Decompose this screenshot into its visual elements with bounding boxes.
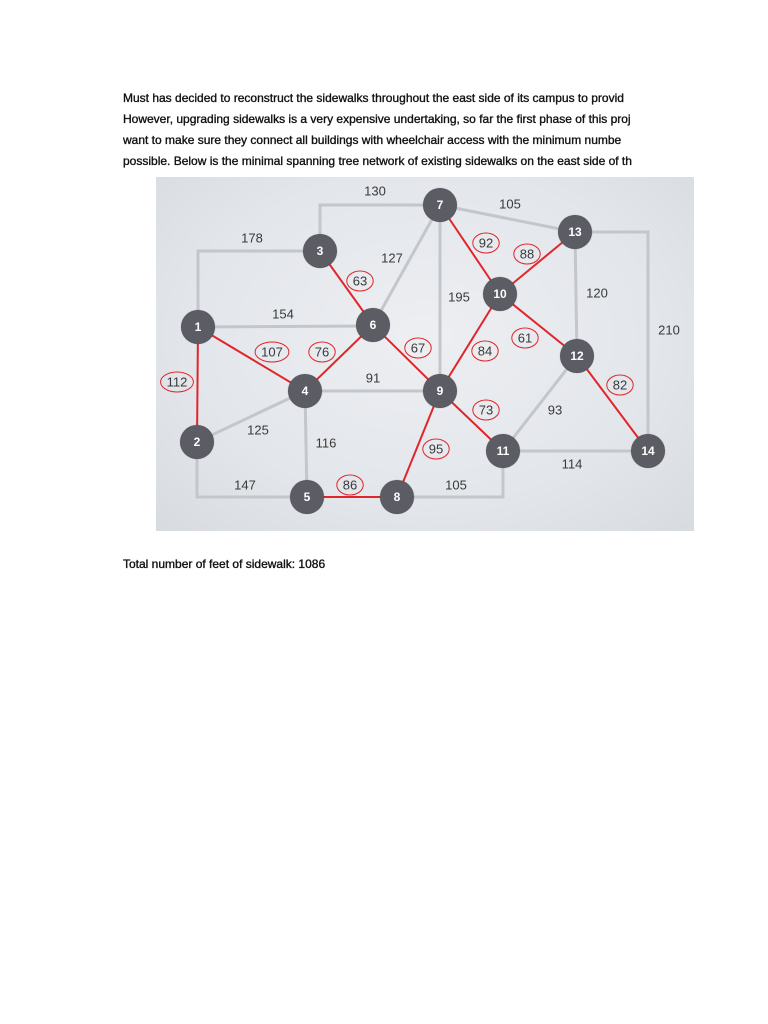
- node-1: [181, 310, 215, 344]
- edge-6-7: [373, 205, 440, 325]
- edge-weight-text: 76: [314, 344, 330, 360]
- node-13: [558, 215, 592, 249]
- edge-weight-text: 210: [658, 322, 680, 338]
- edge-1-2: [161, 327, 198, 442]
- node-label: 1: [194, 320, 202, 335]
- node-label: 11: [496, 444, 510, 459]
- node-9: [423, 374, 457, 408]
- paragraph-line: However, upgrading sidewalks is a very expensive undertaking, so far the first phase of this proj: [123, 112, 631, 126]
- edge-weight-text: 88: [519, 246, 535, 262]
- edge-weight-label: [473, 400, 499, 420]
- edge-weight-text: 73: [478, 402, 494, 418]
- node-label: 7: [436, 198, 444, 213]
- edge-weight-text: 61: [517, 330, 533, 346]
- edge-12-14: [577, 356, 648, 451]
- sidewalk-network-diagram: [156, 177, 694, 531]
- edge-line: [575, 232, 577, 356]
- edge-weight-label: [423, 439, 449, 459]
- edge-11-12: [503, 356, 577, 451]
- node-6: [356, 308, 390, 342]
- edge-weight-label: [658, 323, 680, 338]
- edge-weight-label: [337, 475, 363, 495]
- edge-weight-label: [448, 290, 470, 305]
- edge-4-9: [305, 371, 440, 391]
- edge-weight-label: [366, 371, 380, 386]
- node-4: [288, 374, 322, 408]
- node-11: [486, 434, 520, 468]
- node-12: [560, 339, 594, 373]
- spanning-tree-figure: [156, 177, 694, 531]
- edge-weight-label: [512, 328, 538, 348]
- node-label: 8: [393, 490, 401, 505]
- edge-weight-text: 91: [365, 370, 381, 386]
- node-label: 13: [568, 225, 582, 240]
- edge-3-7: [320, 184, 440, 251]
- node-label: 12: [570, 349, 584, 364]
- edge-13-12: [575, 232, 608, 356]
- edge-weight-label: [241, 231, 263, 246]
- paragraph-line: want to make sure they connect all buildings with wheelchair access with the minimum numbe: [123, 133, 622, 147]
- edge-weight-label: [548, 403, 562, 418]
- edge-7-9: [440, 205, 470, 391]
- edge-weight-label: [309, 342, 335, 362]
- node-label: 2: [193, 435, 201, 450]
- node-label: 4: [301, 384, 309, 399]
- node-3: [303, 234, 337, 268]
- node-10: [483, 277, 517, 311]
- edge-weight-text: 125: [247, 422, 269, 438]
- edge-weight-label: [347, 271, 373, 291]
- node-2: [180, 425, 214, 459]
- edge-weight-text: 120: [586, 285, 608, 301]
- node-label: 3: [316, 244, 324, 259]
- edge-weight-text: 154: [272, 306, 294, 322]
- edge-weight-text: 92: [478, 235, 494, 251]
- node-5: [290, 480, 324, 514]
- edge-weight-label: [514, 244, 540, 264]
- edge-weight-label: [562, 457, 583, 472]
- edge-13-14: [575, 232, 680, 451]
- edge-11-14: [503, 451, 648, 472]
- edge-line: [320, 205, 440, 251]
- edge-weight-text: 93: [547, 402, 563, 418]
- edge-weight-label: [607, 375, 633, 395]
- edge-weight-text: 116: [315, 435, 337, 451]
- edge-weight-label: [316, 436, 337, 451]
- edge-weight-text: 67: [410, 340, 426, 356]
- node-7: [423, 188, 457, 222]
- node-label: 6: [369, 318, 377, 333]
- edge-weight-label: [445, 478, 467, 493]
- edge-weight-text: 82: [612, 377, 628, 393]
- edge-weight-text: 130: [364, 183, 386, 199]
- edge-weight-text: 95: [428, 441, 444, 457]
- edge-1-3: [198, 231, 320, 327]
- edge-weight-label: [473, 233, 499, 253]
- edge-2-5: [197, 442, 307, 497]
- edge-weight-label: [499, 197, 521, 212]
- edge-weight-label: [272, 307, 294, 322]
- node-14: [631, 434, 665, 468]
- node-label: 14: [641, 444, 655, 459]
- edge-weight-text: 63: [352, 273, 368, 289]
- edge-weight-label: [381, 251, 403, 266]
- edge-weight-text: 114: [561, 456, 583, 472]
- edge-weight-label: [405, 338, 431, 358]
- edge-weight-text: 84: [477, 343, 493, 359]
- edge-line: [198, 251, 320, 327]
- node-label: 9: [436, 384, 444, 399]
- edge-1-6: [198, 307, 373, 327]
- node-label: 10: [493, 287, 507, 302]
- edge-line: [503, 356, 577, 451]
- edge-1-4: [198, 327, 305, 391]
- total-footage-text: Total number of feet of sidewalk: 1086: [123, 557, 326, 571]
- edge-weight-text: 147: [234, 477, 256, 493]
- edge-weight-text: 127: [381, 250, 403, 266]
- edge-weight-text: 107: [261, 344, 283, 360]
- node-8: [380, 480, 414, 514]
- edge-line: [577, 356, 648, 451]
- intro-paragraph: [123, 88, 660, 172]
- edge-weight-label: [255, 342, 289, 362]
- edge-weight-text: 195: [448, 289, 470, 305]
- edge-line: [198, 326, 373, 327]
- edge-weight-label: [364, 184, 386, 199]
- edge-weight-label: [234, 478, 256, 493]
- edge-weight-text: 86: [342, 477, 358, 493]
- edge-weight-text: 105: [499, 196, 521, 212]
- edge-weight-text: 112: [166, 374, 188, 390]
- edge-weight-label: [247, 423, 269, 438]
- node-label: 5: [303, 490, 311, 505]
- edge-weight-text: 105: [445, 477, 467, 493]
- edge-weight-text: 178: [241, 230, 263, 246]
- edge-line: [198, 327, 305, 391]
- paragraph-line: possible. Below is the minimal spanning tree network of existing sidewalks on the east side of th: [123, 154, 632, 168]
- edge-2-4: [197, 391, 305, 442]
- paragraph-line: Must has decided to reconstruct the sidewalks throughout the east side of its campus to provid: [123, 91, 624, 105]
- edge-weight-label: [161, 372, 194, 392]
- edge-weight-label: [472, 341, 498, 361]
- edge-7-13: [440, 197, 575, 232]
- edge-weight-label: [586, 286, 608, 301]
